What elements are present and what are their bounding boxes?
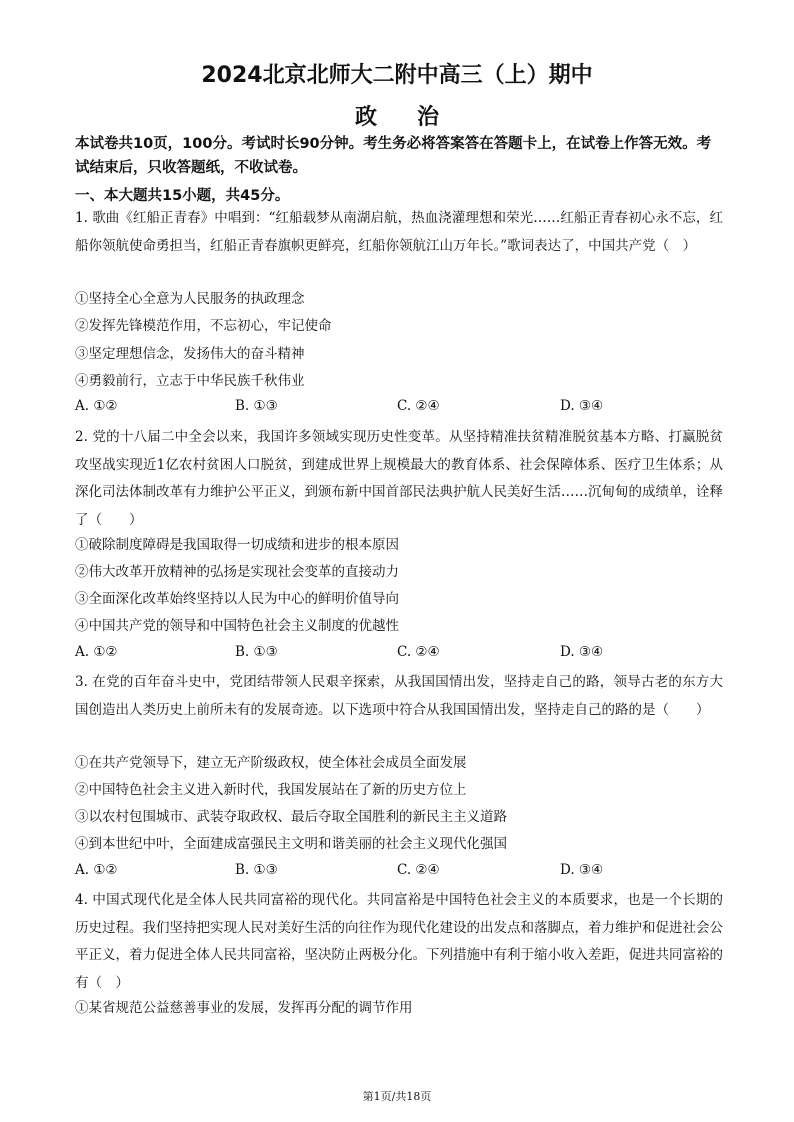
question-3-option-4: ④到本世纪中叶，全面建成富强民主文明和谐美丽的社会主义现代化强国 — [75, 836, 507, 852]
question-4-stem: 4. 中国式现代化是全体人民共同富裕的现代化。共同富裕是中国特色社会主义的本质要求，也是一个长期的历史过程。我们坚持把实现人民对美好生活的向往作为现代化建设的出发点和落脚点，着力维护和促进社会公平正义，着力促进全体人民共同富裕，坚决防止两极分化。下列措施中有利于缩小收入差距，促进共同富裕的有（ ） — [75, 892, 723, 991]
question-3-stem: 3. 在党的百年奋斗史中，党团结带领人民艰辛探索，从我国国情出发，坚持走自己的路，领导古老的东方大国创造出人类历史上前所未有的发展奇迹。以下选项中符合从我国国情出发，坚持走自己的路的是（ ） — [75, 674, 723, 718]
question-3-choice-a[interactable]: A. ①② — [75, 862, 118, 878]
question-2-choice-a[interactable]: A. ①② — [75, 644, 118, 660]
section-heading: 一、本大题共15小题，共45分。 — [75, 188, 290, 204]
question-2-choice-d[interactable]: D. ③④ — [560, 644, 604, 660]
question-2-option-2: ②伟大改革开放精神的弘扬是实现社会变革的直接动力 — [75, 564, 399, 580]
question-1-option-2: ②发挥先锋模范作用，不忘初心，牢记使命 — [75, 318, 332, 334]
question-3-option-1: ①在共产党领导下，建立无产阶级政权，使全体社会成员全面发展 — [75, 755, 467, 771]
question-3-choice-b[interactable]: B. ①③ — [235, 862, 278, 878]
question-1-choice-c[interactable]: C. ②④ — [397, 398, 440, 414]
subject-title: 政治 — [354, 105, 479, 130]
question-3-choice-d[interactable]: D. ③④ — [560, 862, 604, 878]
question-3-choice-c[interactable]: C. ②④ — [397, 862, 440, 878]
question-3-option-2: ②中国特色社会主义进入新时代，我国发展站在了新的历史方位上 — [75, 782, 467, 798]
question-1-option-3: ③坚定理想信念，发扬伟大的奋斗精神 — [75, 346, 305, 362]
question-2-option-1: ①破除制度障碍是我国取得一切成绩和进步的根本原因 — [75, 537, 399, 553]
question-2-choice-b[interactable]: B. ①③ — [235, 644, 278, 660]
exam-title: 2024北京北师大二附中高三（上）期中 — [201, 63, 593, 88]
question-1-choice-b[interactable]: B. ①③ — [235, 398, 278, 414]
question-1-choice-d[interactable]: D. ③④ — [560, 398, 604, 414]
question-3-option-3: ③以农村包围城市、武装夺取政权、最后夺取全国胜利的新民主主义道路 — [75, 809, 507, 825]
question-1-option-4: ④勇毅前行，立志于中华民族千秋伟业 — [75, 373, 305, 389]
page-footer: 第1页/共18页 — [362, 1090, 432, 1103]
question-4-option-1: ①某省规范公益慈善事业的发展，发挥再分配的调节作用 — [75, 1000, 413, 1016]
question-2-option-3: ③全面深化改革始终坚持以人民为中心的鲜明价值导向 — [75, 591, 399, 607]
question-2-choice-c[interactable]: C. ②④ — [397, 644, 440, 660]
exam-notice: 本试卷共10页，100分。考试时长90分钟。考生务必将答案答在答题卡上，在试卷上作答无效。考试结束后，只收答题纸，不收试卷。 — [75, 136, 712, 176]
question-1-option-1: ①坚持全心全意为人民服务的执政理念 — [75, 291, 305, 307]
question-1-choice-a[interactable]: A. ①② — [75, 398, 118, 414]
question-2-stem: 2. 党的十八届二中全会以来，我国许多领域实现历史性变革。从坚持精准扶贫精准脱贫基本方略、打赢脱贫攻坚战实现近1亿农村贫困人口脱贫，到建成世界上规模最大的教育体系、社会保障体系、医疗卫生体系；从深化司法体制改革有力维护公平正义，到颁布新中国首部民法典护航人民美好生活……沉甸甸的成绩单，诠释了（ ） — [75, 429, 723, 528]
question-1-stem: 1. 歌曲《红船正青春》中唱到：“红船载梦从南湖启航，热血浇灌理想和荣光……红船正青春初心永不忘，红船你领航使命勇担当，红船正青春旗帜更鲜亮，红船你领航江山万年长。”歌词表达了，中国共产党（ ） — [75, 210, 723, 254]
question-2-option-4: ④中国共产党的领导和中国特色社会主义制度的优越性 — [75, 618, 399, 634]
